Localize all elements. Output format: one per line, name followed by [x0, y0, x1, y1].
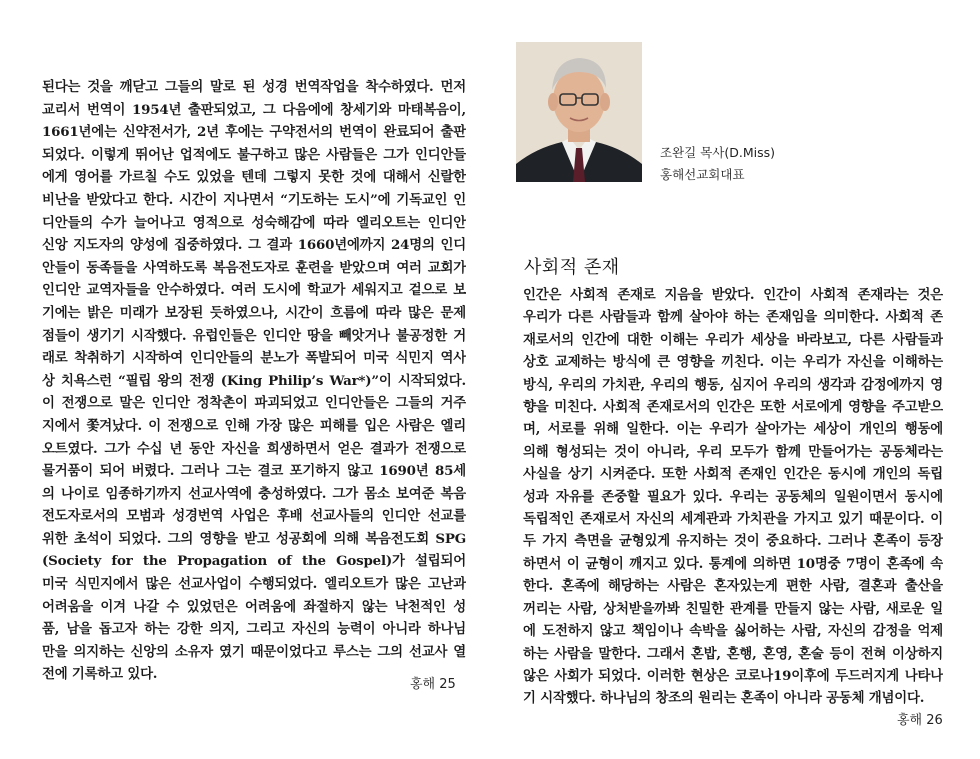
text-line: 두 가지 측면을 균형있게 유지하는 것이 중요하다. 그러나 혼족이 등장 [523, 533, 943, 550]
text-line: 우리가 다른 사람들과 함께 살아야 하는 존재임을 의미한다. 사회적 존 [523, 309, 943, 326]
text-line: 지에서 쫓겨났다. 이 전쟁으로 인해 가장 많은 피해를 입은 사람은 엘리 [42, 417, 466, 434]
text-line: 상호 교제하는 방식에 큰 영향을 끼친다. 이는 우리가 자신을 이해하는 [523, 354, 943, 371]
text-line: 안들이 동족들을 사역하도록 복음전도자로 훈련을 받았으며 여러 교회가 [42, 259, 466, 276]
text-line: 위한 초석이 되었다. 그의 영향을 받고 성공회에 의해 복음전도회 SPG [42, 530, 466, 547]
author-title: 홍해선교회대표 [660, 167, 745, 182]
author-portrait [516, 42, 642, 182]
text-line: 되었다. 이렇게 뛰어난 업적에도 불구하고 많은 사람들은 그가 인디안들 [42, 146, 466, 163]
text-line: 이 전쟁으로 말은 인디안 정착촌이 파괴되었고 인디안들은 그들의 거주 [42, 395, 466, 412]
author-name: 조완길 목사(D.Miss) [660, 145, 775, 160]
text-line: 성과 자유를 존중할 필요가 있다. 우리는 공동체의 일원이면서 동시에 [523, 488, 943, 505]
text-line: 교리서 번역이 1954년 출판되었고, 그 다음에에 창세기와 마태복음이, [42, 101, 466, 118]
text-line: 방식, 우리의 가치관, 우리의 행동, 심지어 우리의 생각과 감정에까지 영 [523, 376, 943, 393]
text-line: 인간은 사회적 존재로 지음을 받았다. 인간이 사회적 존재라는 것은 [523, 287, 943, 303]
text-line: 된다는 것을 깨닫고 그들의 말로 된 성경 번역작업을 착수하였다. 먼저 [42, 79, 466, 95]
text-line: 오트였다. 그가 수십 년 동안 자신을 희생하면서 얻은 결과가 전쟁으로 [42, 440, 466, 457]
text-line: 전도자로서의 모범과 성경번역 사업은 후배 선교사들의 인디안 선교를 [42, 508, 466, 525]
text-line: 점들이 생기기 시작했다. 유럽인들은 인디안 땅을 빼앗거나 불공정한 거 [42, 327, 466, 344]
text-line: 품, 남을 돕고자 하는 강한 의지, 그리고 자신의 능력이 아니라 하나님 [42, 621, 466, 638]
text-line: 상 치욕스런 “필립 왕의 전쟁 (King Philip’s War*)”이 시작되었다. [42, 372, 466, 389]
text-line: 한다. 혼족에 해당하는 사람은 혼자있는게 편한 사람, 결혼과 출산을 [523, 578, 943, 595]
text-line: (Society for the Propagation of the Gospel)가 설립되어 [42, 553, 466, 570]
text-line: 하는 사람을 말한다. 그래서 혼밥, 혼행, 혼영, 혼술 등이 전혀 이상하지 [523, 645, 943, 662]
text-line: 향을 미친다. 사회적 존재로서의 인간은 또한 서로에게 영향을 주고받으 [523, 399, 943, 416]
page-number-left: 홍해 25 [410, 677, 456, 692]
text-line: 어려움을 이겨 나갈 수 있었던은 어려움에 좌절하지 않는 낙천적인 성 [42, 598, 466, 615]
text-line: 인디안 교역자들을 안수하였다. 여러 도시에 학교가 세워지고 겉으로 보 [42, 282, 466, 299]
text-line: 의 나이로 임종하기까지 선교사역에 충성하였다. 그가 몸소 보여준 복음 [42, 485, 466, 502]
right-body-text [523, 284, 943, 710]
text-line: 에 도전하지 않고 책임이나 속박을 싫어하는 사람, 자신의 감정을 억제 [523, 623, 943, 640]
text-line: 의해 형성되는 것이 아니라, 우리 모두가 함께 만들어가는 공동체라는 [523, 443, 943, 460]
section-heading: 사회적 존재 [524, 257, 620, 278]
text-line: 기 시작했다. 하나님의 창조의 원리는 혼족이 아니라 공동체 개념이다. [523, 690, 925, 707]
text-line: 에게 영어를 가르칠 수도 있었을 텐데 그렇지 못한 것에 대해서 신랄한 [42, 169, 466, 186]
text-line: 사실을 상기 시켜준다. 또한 사회적 존재인 인간은 동시에 개인의 독립 [523, 466, 943, 483]
text-line: 독립적인 존재로서 자신의 세계관과 가치관을 가지고 있기 때문이다. 이 [523, 511, 943, 528]
text-line: 하면서 이 균형이 깨지고 있다. 통계에 의하면 10명중 7명이 혼족에 속 [523, 555, 943, 572]
page-number-right: 홍해 26 [897, 713, 943, 728]
text-line: 전에 기록하고 있다. [42, 666, 158, 683]
text-line: 디안들의 수가 늘어나고 영적으로 성숙해감에 따라 엘리오트는 인디안 [42, 214, 466, 231]
text-line: 신앙 지도자의 양성에 집중하였다. 그 결과 1660년에까지 24명의 인디 [42, 237, 466, 254]
text-line: 1661년에는 신약전서가, 2년 후에는 구약전서의 번역이 완료되어 출판 [42, 124, 466, 141]
text-line: 기에는 밝은 미래가 보장된 듯하였으나, 시간이 흐름에 따라 많은 문제 [42, 304, 466, 321]
text-line: 재로서의 인간에 대한 이해는 우리가 세상을 바라보고, 다른 사람들과 [523, 331, 943, 348]
text-line: 꺼리는 사람, 상처받을까봐 친밀한 관계를 만들지 않는 사람, 새로운 일 [523, 600, 943, 617]
text-line: 비난을 받았다고 한다. 시간이 지나면서 “기도하는 도시”에 기독교인 인 [42, 191, 466, 208]
text-line: 미국 식민지에서 많은 선교사업이 수행되었다. 엘리오트가 많은 고난과 [42, 576, 466, 593]
text-line: 물거품이 되어 버렸다. 그러나 그는 결코 포기하지 않고 1690년 85세 [42, 463, 466, 480]
text-line: 않은 사회가 되었다. 이러한 현상은 코로나19이후에 두드러지게 나타나 [523, 667, 943, 684]
author-caption [660, 142, 775, 186]
left-body-text [42, 76, 466, 686]
text-line: 래로 착취하기 시작하여 인디안들의 분노가 폭발되어 미국 식민지 역사 [42, 350, 466, 367]
text-line: 만을 의지하는 신앙의 소유자 였기 때문이었다고 루스는 그의 선교사 열 [42, 643, 466, 660]
text-line: 며, 서로를 위해 일한다. 이는 우리가 살아가는 세상이 개인의 행동에 [523, 421, 943, 438]
